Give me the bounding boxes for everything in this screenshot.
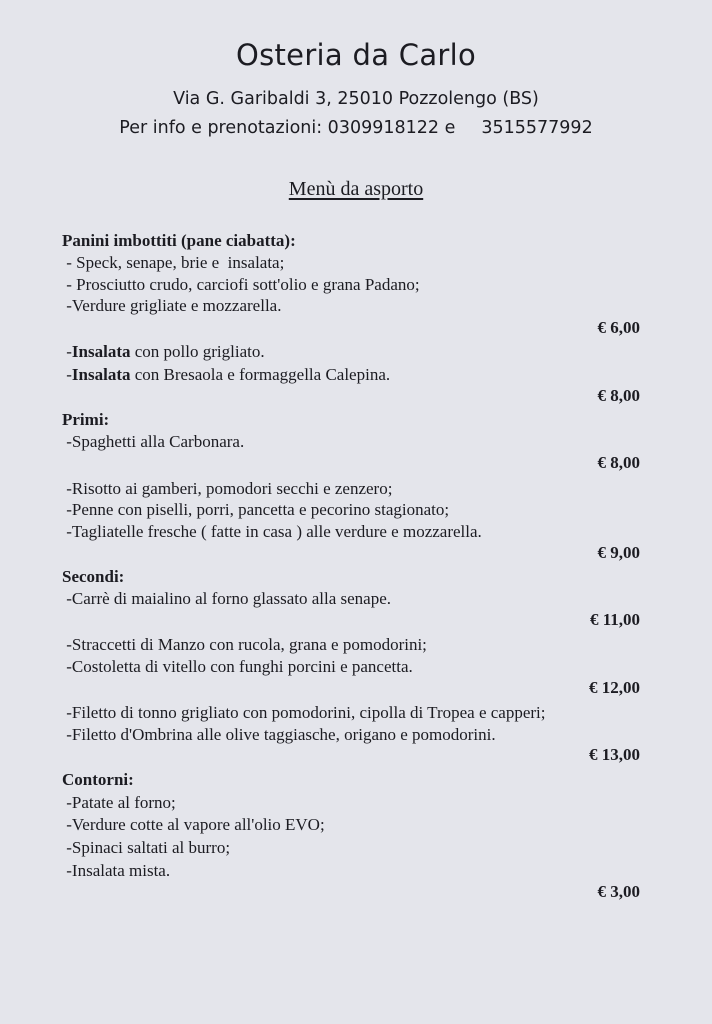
- menu-item: -Insalata mista.: [62, 861, 171, 880]
- menu-item: - Speck, senape, brie e insalata;: [62, 253, 285, 272]
- menu-item: -Insalata con Bresaola e formaggella Calepina.: [62, 365, 391, 384]
- menu-title: [0, 178, 712, 201]
- menu-item: -Tagliatelle fresche ( fatte in casa ) alle verdure e mozzarella.: [62, 522, 482, 541]
- info-label: Per info e prenotazioni: 0309918122 e: [119, 118, 456, 138]
- menu-item: -Patate al forno;: [62, 793, 176, 812]
- price: € 12,00: [589, 678, 640, 697]
- price: € 9,00: [597, 543, 640, 562]
- menu-item: -Filetto di tonno grigliato con pomodorini, cipolla di Tropea e capperi;: [62, 703, 546, 722]
- address: Via G. Garibaldi 3, 25010 Pozzolengo (BS): [173, 89, 539, 109]
- menu-item: -Penne con piselli, porri, pancetta e pecorino stagionato;: [62, 500, 450, 519]
- section-heading-primi: Primi:: [62, 410, 110, 429]
- menu-item: -Verdure grigliate e mozzarella.: [62, 296, 282, 315]
- menu-item: -Verdure cotte al vapore all'olio EVO;: [62, 815, 325, 834]
- restaurant-name: Osteria da Carlo: [235, 38, 477, 72]
- phone-number: 3515577992: [481, 118, 593, 138]
- section-heading-contorni: Contorni:: [62, 770, 134, 789]
- menu-item: -Filetto d'Ombrina alle olive taggiasche, origano e pomodorini.: [62, 725, 496, 744]
- price: € 8,00: [597, 386, 640, 405]
- price: € 3,00: [597, 882, 640, 901]
- menu-item: -Straccetti di Manzo con rucola, grana e pomodorini;: [62, 635, 427, 654]
- price: € 11,00: [589, 610, 640, 629]
- menu-item: -Spaghetti alla Carbonara.: [62, 432, 245, 451]
- menu-item: - Prosciutto crudo, carciofi sott'olio e grana Padano;: [62, 275, 420, 294]
- contact-line: [0, 118, 712, 138]
- menu-item: -Carrè di maialino al forno glassato alla senape.: [62, 589, 392, 608]
- menu-item: -Spinaci saltati al burro;: [62, 838, 231, 857]
- price: € 6,00: [597, 318, 640, 337]
- menu-item: -Insalata con pollo grigliato.: [62, 342, 265, 361]
- menu-title-text: Menù da asporto: [288, 178, 424, 200]
- section-heading-secondi: Secondi:: [62, 567, 125, 586]
- menu-item: -Costoletta di vitello con funghi porcini e pancetta.: [62, 657, 413, 676]
- menu-item: -Risotto ai gamberi, pomodori secchi e zenzero;: [62, 479, 393, 498]
- section-heading-panini: Panini imbottiti (pane ciabatta):: [62, 231, 296, 250]
- price: € 8,00: [597, 453, 640, 472]
- price: € 13,00: [589, 745, 640, 764]
